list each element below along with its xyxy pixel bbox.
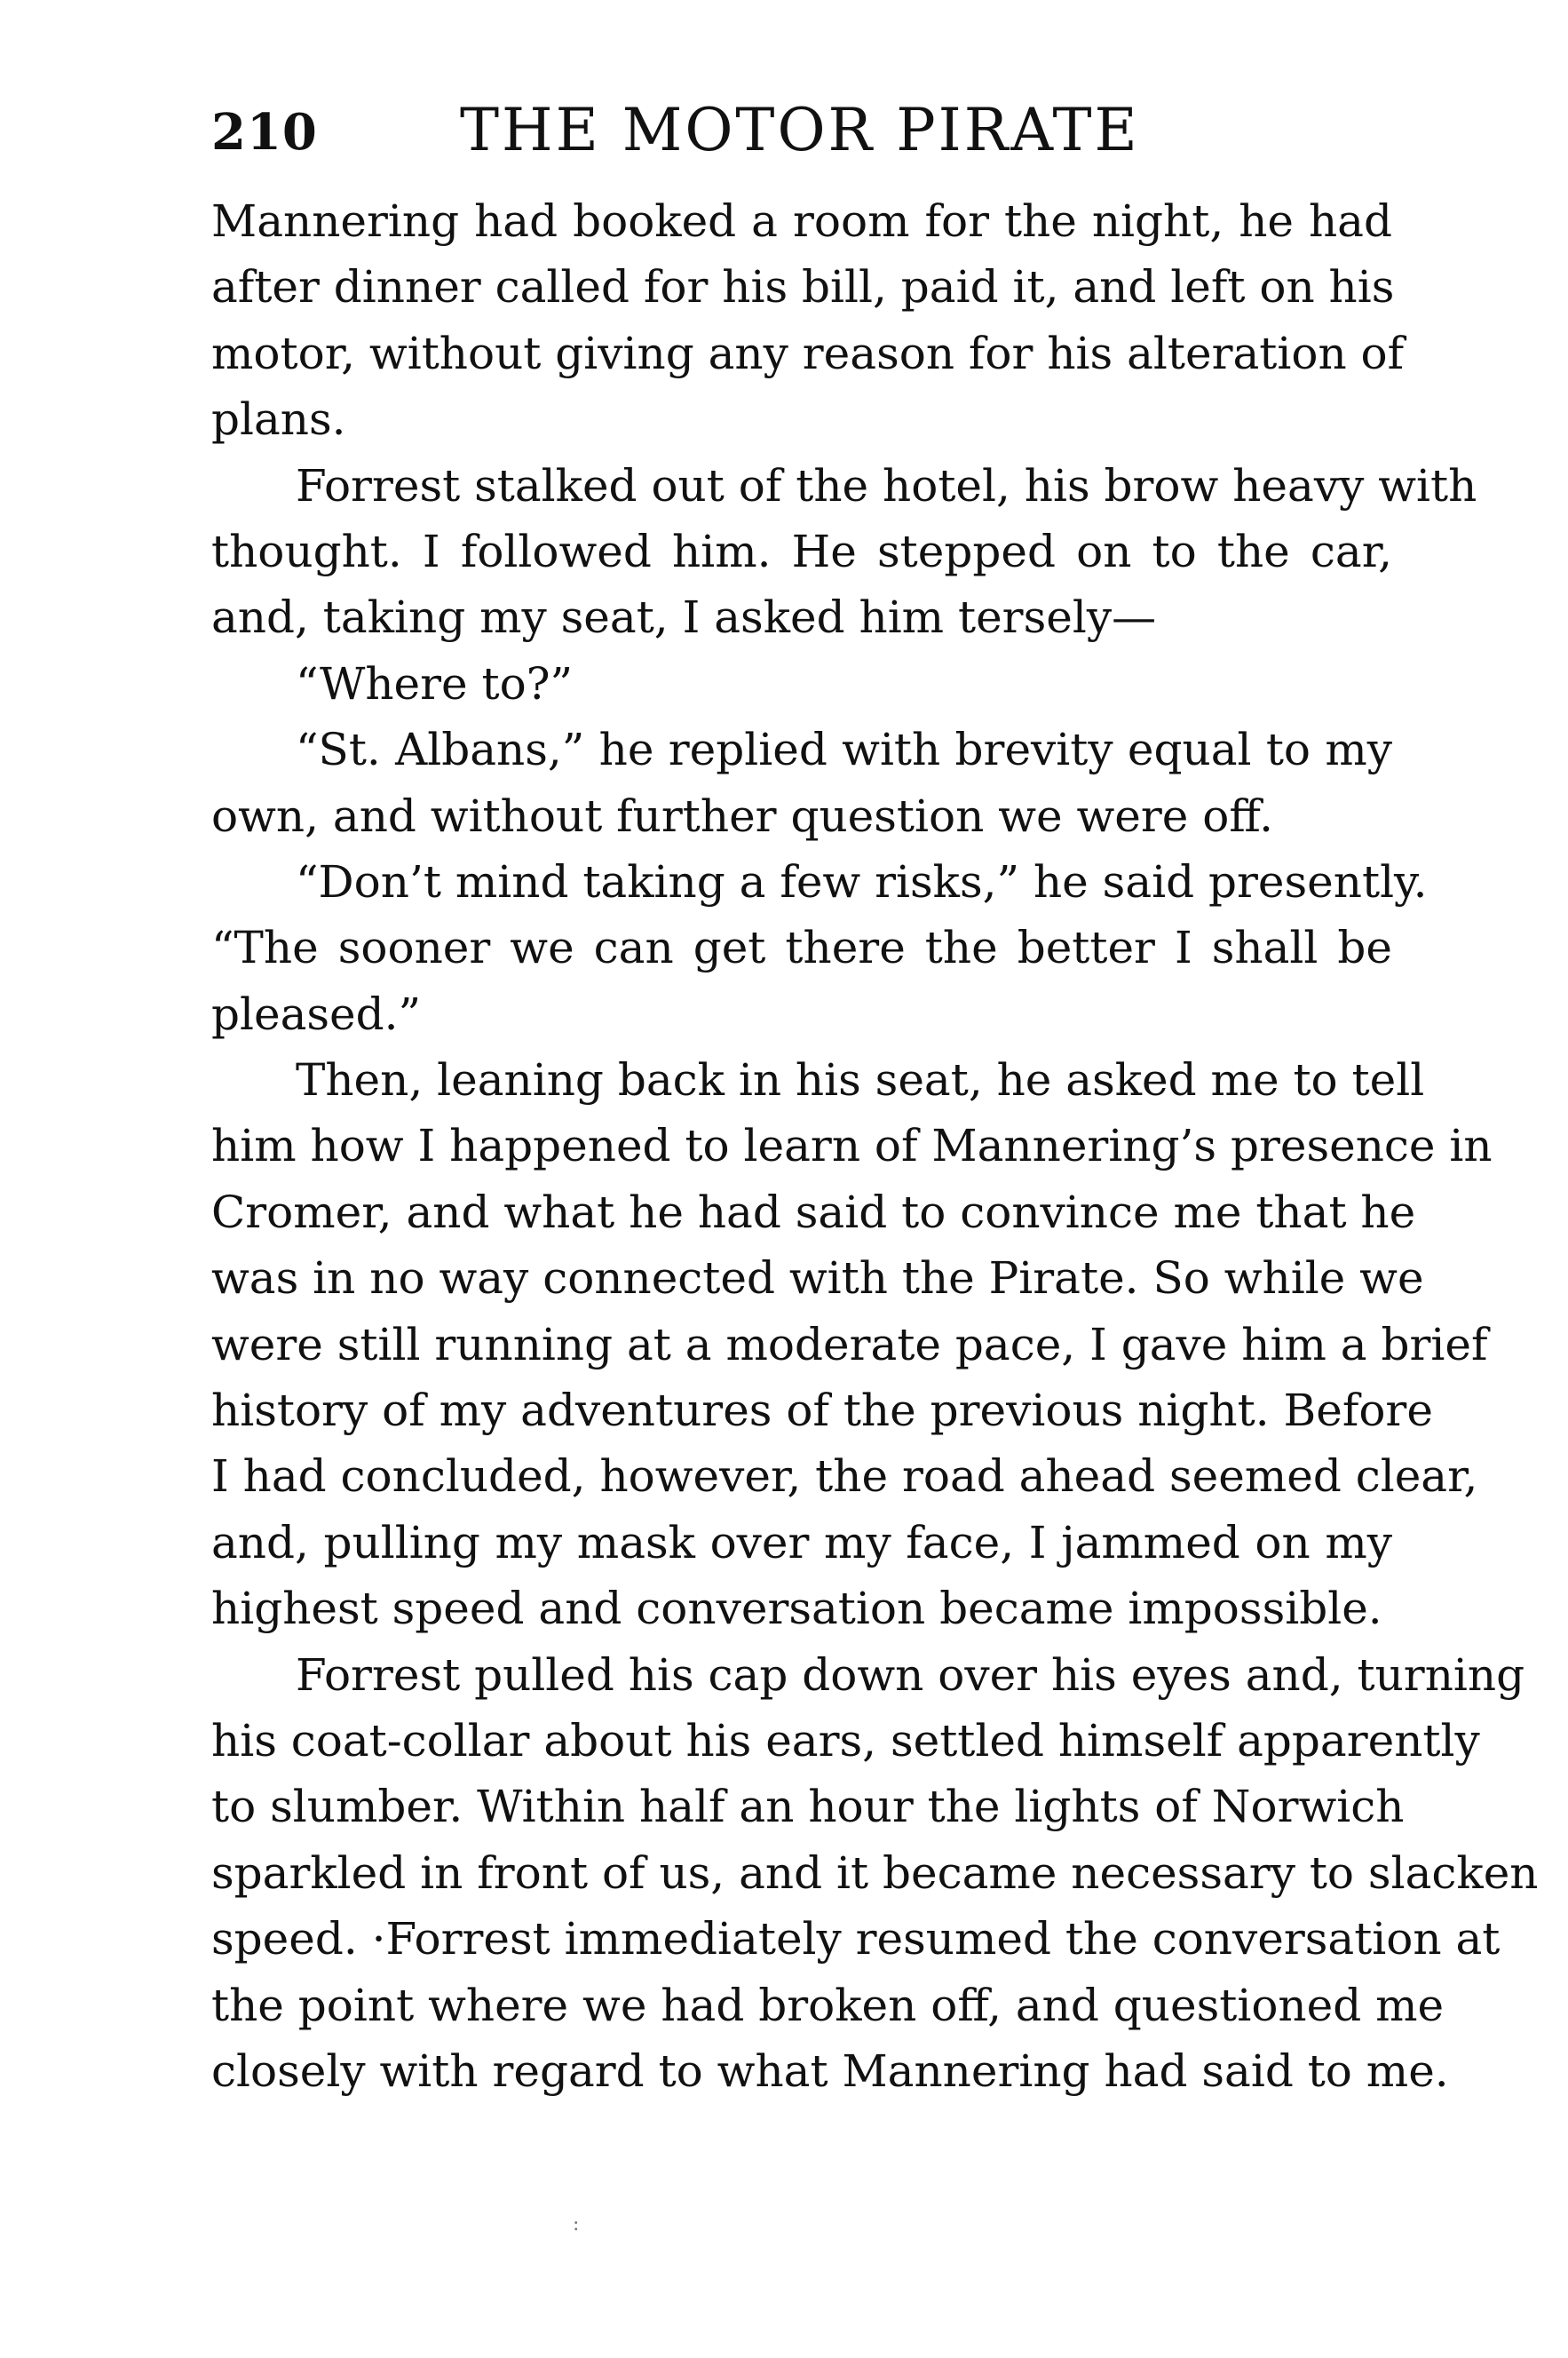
text-line-12: “The sooner we can get there the better I shall be — [211, 922, 1392, 974]
text-line-8: “Where to?” — [296, 657, 574, 710]
text-line-27: speed. ·Forrest immediately resumed the conversation at — [211, 1913, 1501, 1965]
text-line-16: Cromer, and what he had said to convince me that he — [211, 1186, 1416, 1238]
text-line-2: after dinner called for his bill, paid it, and left on his — [211, 261, 1395, 314]
running-head — [211, 96, 1392, 176]
text-line-17: was in no way connected with the Pirate. So while we — [211, 1252, 1424, 1305]
running-title: THE MOTOR PIRATE — [460, 96, 1140, 164]
bottom-mark: : — [573, 2213, 580, 2235]
text-line-29: closely with regard to what Mannering had said to me. — [211, 2044, 1449, 2097]
text-line-1: Mannering had booked a room for the night, he had — [211, 195, 1392, 247]
text-line-11: “Don’t mind taking a few risks,” he said presently. — [296, 855, 1428, 908]
text-line-24: his coat-collar about his ears, settled himself apparently — [211, 1714, 1480, 1767]
text-line-6: thought. I followed him. He stepped on to the car, — [211, 525, 1392, 577]
text-line-7: and, taking my seat, I asked him tersely— — [211, 591, 1157, 644]
text-line-22: highest speed and conversation became impossible. — [211, 1583, 1382, 1635]
text-line-5: Forrest stalked out of the hotel, his brow heavy with — [296, 459, 1477, 512]
text-line-25: to slumber. Within half an hour the lights of Norwich — [211, 1781, 1405, 1833]
text-line-19: history of my adventures of the previous night. Before — [211, 1385, 1433, 1437]
text-line-15: him how I happened to learn of Mannering’s presence in — [211, 1120, 1493, 1172]
text-line-18: were still running at a moderate pace, I gave him a brief — [211, 1318, 1488, 1370]
text-line-20: I had concluded, however, the road ahead seemed clear, — [211, 1450, 1478, 1503]
text-line-28: the point where we had broken off, and questioned me — [211, 1979, 1445, 2031]
text-line-13: pleased.” — [211, 988, 422, 1040]
text-line-3: motor, without giving any reason for his alteration of — [211, 327, 1405, 379]
text-line-14: Then, leaning back in his seat, he asked me to tell — [296, 1054, 1425, 1107]
body-text — [211, 188, 1539, 2104]
text-line-9: “St. Albans,” he replied with brevity equal to my — [296, 724, 1392, 776]
text-line-21: and, pulling my mask over my face, I jammed on my — [211, 1516, 1392, 1568]
text-line-4: plans. — [211, 393, 346, 446]
text-line-10: own, and without further question we were off. — [211, 790, 1273, 842]
page-number: 210 — [211, 103, 318, 162]
text-line-26: sparkled in front of us, and it became necessary to slacken — [211, 1846, 1539, 1899]
text-line-23: Forrest pulled his cap down over his eyes and, turning — [296, 1648, 1525, 1701]
